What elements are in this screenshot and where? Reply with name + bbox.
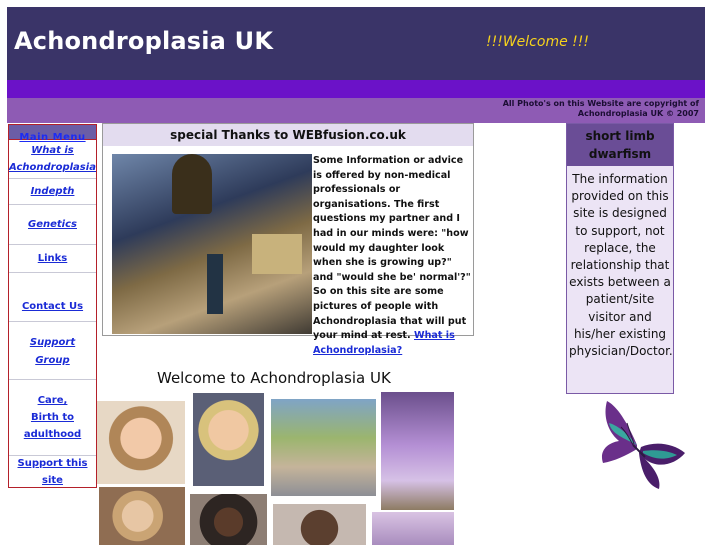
header-band-lavender [7,98,705,123]
main-menu [8,124,97,488]
nav-item-contact[interactable] [9,273,96,322]
nav-link-links[interactable]: Links [37,253,68,264]
photo-shape [172,154,212,214]
intro-photo [112,154,312,334]
nav-link-support-group-line-2[interactable]: Group [35,354,70,366]
nav-link-indepth[interactable]: Indepth [30,186,75,197]
nav-link-genetics[interactable]: Genetics [28,219,77,230]
nav-item-genetics[interactable] [9,205,96,245]
nav-link-what-is[interactable] [9,142,96,176]
nav-link-support-group-line-1[interactable]: Support [29,336,76,348]
nav-link-what-is-line-1[interactable]: What is [31,145,74,156]
nav-item-indepth[interactable] [9,179,96,205]
info-panel [566,123,674,394]
nav-link-care[interactable] [24,392,81,443]
intro-text: Some Information or advice is offered by non-medical professionals or organisations. The first questions my partner and I had in our minds were: "how would my daughter look when she is growing up?" and "would she be' normal'?" So on this site are some pictures of people with Achondroplasia that will put your mind at rest. [313,155,471,342]
nav-link-care-line-2[interactable]: Birth to [30,412,74,423]
gallery-photo [97,401,185,484]
nav-link-care-line-1[interactable]: Care, [37,395,68,406]
gallery-photo [381,392,454,510]
nav-link-support-site[interactable]: Support this site [17,458,88,486]
gallery-photo [273,504,366,545]
intro-panel [102,123,474,356]
site-title: Achondroplasia UK [14,27,274,55]
gallery-photo [193,393,264,486]
main-menu-header[interactable] [9,125,96,143]
photo-shape [252,234,302,274]
header-band-purple [7,80,705,98]
site-header [7,7,705,80]
info-panel-body: The information provided on this site is designed to support, not replace, the relationship that exists between a patient/site visitor and his/her existing physician/Doctor. [569,172,673,359]
right-margin [705,0,727,545]
info-panel-title-line-2: dwarfism [588,147,652,161]
copyright-line-1: All Photo's on this Website are copyright of [502,99,699,108]
gallery-photo [99,487,185,545]
nav-item-support-group[interactable] [9,322,96,380]
main-menu-label[interactable]: Main Menu [19,132,86,143]
gallery-photo [271,399,376,496]
what-is-achondroplasia-link[interactable]: What is Achondroplasia? [313,330,455,356]
welcome-text: !!!Welcome !!! [486,34,589,50]
intro-text-block [313,154,471,358]
nav-item-care[interactable] [9,380,96,456]
intro-panel-title: special Thanks to WEBfusion.co.uk [103,124,473,146]
copyright-notice [439,99,699,119]
gallery-heading: Welcome to Achondroplasia UK [157,369,391,387]
info-panel-title-line-1: short limb [585,129,655,143]
nav-link-care-line-3[interactable]: adulthood [23,429,82,440]
nav-item-support-site[interactable] [9,456,96,488]
info-panel-title [567,124,673,166]
nav-link-contact[interactable]: Contact Us [21,301,84,312]
nav-link-support-group[interactable] [30,333,75,369]
butterfly-icon [585,397,695,492]
gallery-photo [372,512,454,545]
photo-shape [207,254,223,314]
gallery-photo [190,494,267,545]
nav-link-what-is-line-2[interactable]: Achondroplasia [9,162,96,173]
nav-item-what-is[interactable] [9,140,96,179]
nav-item-links[interactable] [9,245,96,273]
copyright-line-2: Achondroplasia UK © 2007 [577,109,699,118]
